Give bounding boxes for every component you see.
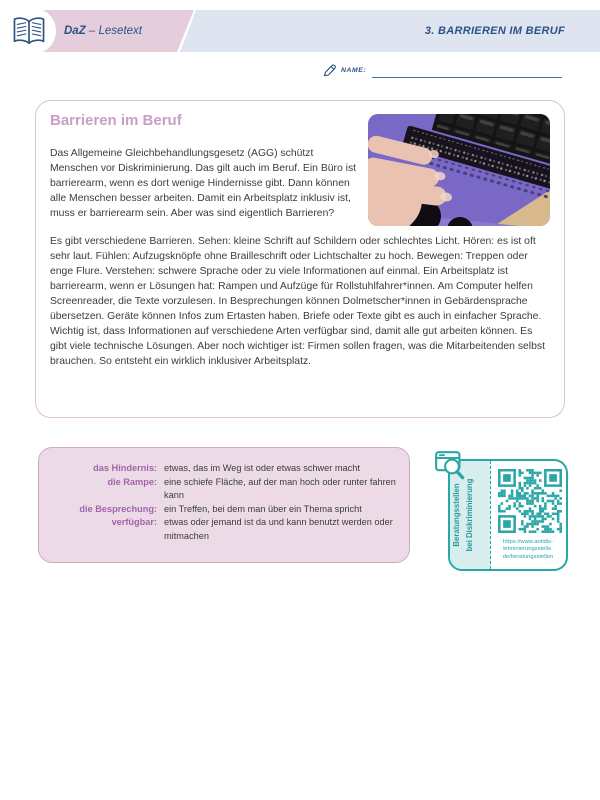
worksheet-type-label bbox=[64, 10, 142, 52]
braille-keyboard-photo bbox=[368, 114, 550, 226]
vocabulary-box bbox=[38, 447, 410, 563]
qr-info-box bbox=[448, 459, 568, 571]
vocab-term: die Rampe: bbox=[107, 476, 157, 487]
vocab-term: die Besprechung: bbox=[79, 503, 157, 514]
vocab-term: verfügbar: bbox=[111, 517, 157, 527]
vocab-definition: etwas, das im Weg ist oder etwas schwer macht bbox=[164, 463, 360, 473]
pencil-icon bbox=[322, 63, 337, 78]
qr-label-line1: Beratungsstellen bbox=[452, 483, 461, 547]
reading-title: Barrieren im Beruf bbox=[50, 112, 182, 129]
vocab-definition: eine schiefe Fläche, auf der man hoch oder runter fahren kann bbox=[164, 476, 396, 500]
qr-label-line2: bei Diskriminierung bbox=[465, 478, 474, 552]
reading-paragraph-2: Es gibt verschiedene Barrieren. Sehen: kleine Schrift auf Schildern oder schlechtes Licht. Hören: es ist oft sehr laut. Fühlen: Aufzugsknöpfe ohne Brailleschrift oder Lichtschalter zu hoch. Bewegen: Treppen oder enge Flure. Verstehen: schwere Sprache oder zu viele Informationen auf einmal. Ein Arbeitsplatz ist barrierearm, wenn er Lösungen hat: Rampen und Aufzüge für Rollstuhlfahrer*innen. Am Computer helfen Screenreader, die Texte vorzulesen. In Besprechungen können Dolmetscher*innen in Gebärdensprache übersetzen. Geräte können Infos zum Ertasten haben. Briefe oder Texte gibt es auch in einfacher Sprache. Wichtig ist, dass Informationen auf verschiedene Arten verfügbar sind, damit alle gut arbeiten können. Es gibt viele technische Lösungen. Aber noch wichtiger ist: Firmen sollen fragen, was die Mitarbeitenden selbst brauchen. So entsteht ein wirklich inklusiver Arbeitsplatz. bbox=[50, 236, 545, 367]
qr-url-line2: kriminierungsstelle. bbox=[503, 546, 553, 553]
browser-search-icon bbox=[434, 449, 470, 485]
vocab-definition: ein Treffen, bei dem man über ein Thema spricht bbox=[164, 503, 362, 514]
name-input-line[interactable] bbox=[372, 77, 562, 78]
name-label: NAME: bbox=[341, 67, 367, 74]
vocab-definition: etwas oder jemand ist da und kann benutzt werden oder mitmachen bbox=[164, 517, 393, 541]
qr-url-line1: https://www.antidis- bbox=[503, 539, 553, 545]
vocabulary-list bbox=[39, 448, 409, 543]
vocab-term: das Hindernis: bbox=[93, 463, 157, 473]
reading-paragraph-1: Das Allgemeine Gleichbehandlungsgesetz (AGG) schützt Menschen vor Diskriminierung. Das gilt auch im Beruf. Ein Büro ist barrierearm, wenn es dort wenige Hindernisse gibt. Dann können alle Menschen besser arbeiten. Damit ein Arbeitsplatz inklusiv ist, muss er barrierearm sein. Aber was sind eigentlich Barrieren? bbox=[50, 148, 357, 219]
qr-code bbox=[498, 469, 562, 533]
worksheet-type-rest: – Lesetext bbox=[85, 25, 142, 37]
reading-text-box bbox=[35, 100, 565, 418]
qr-url-line3: de/beratungsstellen bbox=[502, 553, 554, 560]
chapter-title: 3. BARRIEREN IM BERUF bbox=[424, 25, 565, 37]
qr-url bbox=[492, 539, 564, 561]
open-book-icon bbox=[11, 16, 47, 46]
worksheet-type-bold: DaZ bbox=[64, 25, 86, 37]
